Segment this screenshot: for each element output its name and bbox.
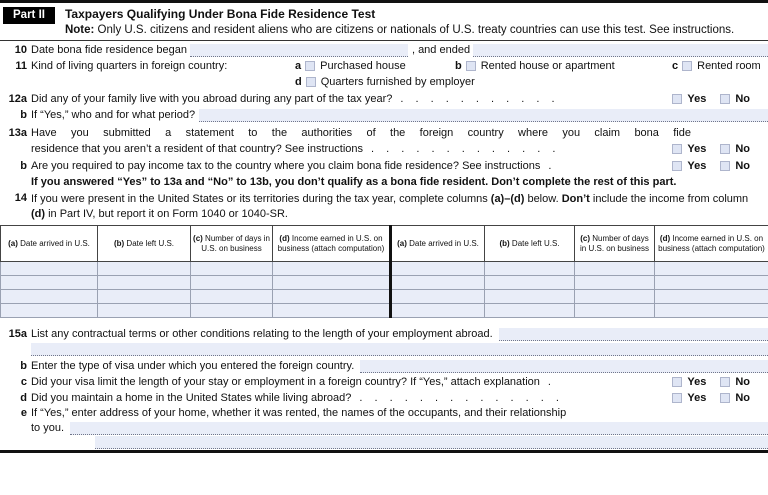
line-15e-question-line2: to you.	[31, 422, 65, 434]
checkbox-13a-yes[interactable]	[672, 144, 682, 154]
line-15e-question-line1: If “Yes,” enter address of your home, whether it was rented, the names of the occupants, and their relationship	[31, 407, 567, 419]
dot-leader: . . . . . . . . . . . . .	[371, 143, 556, 155]
yes-label: Yes	[687, 93, 707, 105]
checkbox-11d-quarters-employer[interactable]	[306, 77, 316, 87]
table-cell[interactable]	[98, 262, 191, 276]
table-cell[interactable]	[485, 262, 575, 276]
line-11d	[0, 73, 768, 89]
line-number: d	[20, 392, 27, 404]
line-15d-question: Did you maintain a home in the United States while living abroad?	[31, 392, 352, 404]
dot-leader: .	[547, 376, 551, 388]
line-13-warning	[0, 175, 768, 190]
line-14	[0, 192, 768, 222]
line-number: 12a	[8, 93, 27, 105]
yes-label: Yes	[687, 376, 707, 388]
line-13b	[0, 156, 768, 173]
table-cell[interactable]	[98, 304, 191, 318]
yes-label: Yes	[687, 392, 707, 404]
line-number: b	[20, 160, 27, 172]
field-15e-address-2[interactable]	[95, 436, 768, 449]
part-header	[0, 3, 768, 41]
line-number: 10	[14, 44, 27, 56]
line-number: b	[20, 360, 27, 372]
column-header-b: (b) Date left U.S.	[485, 226, 575, 262]
table-row	[1, 290, 768, 304]
option-letter: d	[295, 76, 302, 88]
table-cell[interactable]	[655, 276, 768, 290]
table-cell[interactable]	[575, 290, 655, 304]
table-cell[interactable]	[273, 304, 391, 318]
field-10-ended[interactable]	[473, 44, 768, 57]
table-cell[interactable]	[391, 304, 485, 318]
table-cell[interactable]	[485, 304, 575, 318]
line-12b	[0, 106, 768, 122]
option-11d	[295, 76, 475, 89]
table-cell[interactable]	[191, 290, 273, 304]
field-12b-answer[interactable]	[199, 109, 768, 122]
line-15c	[0, 373, 768, 389]
dot-leader: . . . . . . . . . . .	[400, 93, 555, 105]
line-10-label: Date bona fide residence began	[31, 44, 187, 56]
line-number: c	[20, 376, 27, 388]
option-11a	[295, 60, 455, 73]
column-header-d: (d) Income earned in U.S. on business (attach computation)	[273, 226, 391, 262]
checkbox-13b-no[interactable]	[720, 161, 730, 171]
checkbox-15c-yes[interactable]	[672, 377, 682, 387]
line-15e-continued	[0, 420, 768, 435]
table-cell[interactable]	[1, 290, 98, 304]
note-label: Note:	[64, 24, 95, 36]
table-cell[interactable]	[191, 262, 273, 276]
line-15a-question: List any contractual terms or other conditions relating to the length of your employment abroad.	[31, 328, 493, 340]
table-cell[interactable]	[191, 304, 273, 318]
table-cell[interactable]	[575, 276, 655, 290]
line-12a	[0, 89, 768, 106]
column-header-b: (b) Date left U.S.	[98, 226, 191, 262]
option-letter: b	[455, 60, 462, 72]
checkbox-11a-purchased-house[interactable]	[305, 61, 315, 71]
line-15b-question: Enter the type of visa under which you entered the foreign country.	[31, 360, 355, 372]
table-cell[interactable]	[655, 290, 768, 304]
table-cell[interactable]	[485, 276, 575, 290]
option-11a-label: Purchased house	[320, 60, 406, 72]
table-cell[interactable]	[655, 304, 768, 318]
yes-no-group-13a	[672, 143, 750, 155]
table-row	[1, 276, 768, 290]
line-13a	[0, 125, 768, 140]
checkbox-12a-no[interactable]	[720, 94, 730, 104]
line-11-label: Kind of living quarters in foreign country:	[31, 60, 228, 72]
line-15e	[0, 405, 768, 420]
bottom-rule	[0, 450, 768, 453]
option-11c-label: Rented room	[697, 60, 761, 72]
table-cell[interactable]	[191, 276, 273, 290]
part-label: Part II	[3, 7, 55, 24]
table-cell[interactable]	[575, 304, 655, 318]
table-cell[interactable]	[98, 290, 191, 304]
table-cell[interactable]	[273, 290, 391, 304]
checkbox-11b-rented-house[interactable]	[466, 61, 476, 71]
yes-no-group-13b	[672, 160, 750, 172]
line-14-instruction: If you were present in the United States or its territories during the tax year, complete columns (a)–(d) below. Don’t include the income from column (d) in Part IV, but report it on Form 1040 or 1040-SR.	[31, 193, 749, 220]
line-15e-extra-line	[0, 435, 768, 449]
option-11b	[455, 60, 672, 73]
line-15a-continued	[0, 341, 768, 356]
column-header-c: (c) Number of days in U.S. on business	[575, 226, 655, 262]
line-13a-continued	[0, 140, 768, 156]
yes-no-group-15c	[672, 376, 750, 388]
line-10	[0, 41, 768, 57]
no-label: No	[735, 143, 750, 155]
dot-leader: .	[548, 160, 552, 172]
line-15c-question: Did your visa limit the length of your stay or employment in a foreign country? If “Yes,” attach explanation	[31, 376, 540, 388]
checkbox-11c-rented-room[interactable]	[682, 61, 692, 71]
no-label: No	[735, 160, 750, 172]
line-number: 14	[14, 192, 27, 204]
line-15d	[0, 389, 768, 405]
line-13a-question-line1: Have you submitted a statement to the authorities of the foreign country where you claim bona fide	[31, 127, 691, 139]
field-15e-address[interactable]	[70, 422, 768, 435]
line-13b-question: Are you required to pay income tax to the country where you claim bona fide residence? See instructions	[31, 160, 541, 172]
no-label: No	[735, 392, 750, 404]
line-13a-question-line2: residence that you aren’t a resident of that country? See instructions	[31, 143, 364, 155]
line-10-and-ended: , and ended	[411, 44, 471, 56]
checkbox-15d-no[interactable]	[720, 393, 730, 403]
part-note	[65, 23, 751, 38]
table-cell[interactable]	[98, 276, 191, 290]
table-cell[interactable]	[391, 290, 485, 304]
checkbox-15d-yes[interactable]	[672, 393, 682, 403]
yes-label: Yes	[687, 160, 707, 172]
table-cell[interactable]	[1, 304, 98, 318]
checkbox-13b-yes[interactable]	[672, 161, 682, 171]
line-12b-question: If “Yes,” who and for what period?	[31, 109, 196, 121]
option-letter: c	[672, 60, 679, 72]
column-header-a: (a) Date arrived in U.S.	[1, 226, 98, 262]
option-11d-label: Quarters furnished by employer	[320, 76, 475, 88]
line-11	[0, 57, 768, 73]
checkbox-13a-no[interactable]	[720, 144, 730, 154]
no-label: No	[735, 93, 750, 105]
yes-label: Yes	[687, 143, 707, 155]
table-row	[1, 304, 768, 318]
field-15b-visa-type[interactable]	[360, 360, 768, 373]
column-header-a: (a) Date arrived in U.S.	[391, 226, 485, 262]
line-number: e	[20, 407, 27, 419]
line-12a-question: Did any of your family live with you abroad during any part of the tax year?	[31, 93, 393, 105]
yes-no-group-15d	[672, 392, 750, 404]
table-cell[interactable]	[391, 262, 485, 276]
column-header-d: (d) Income earned in U.S. on business (attach computation)	[655, 226, 768, 262]
presence-table	[0, 225, 768, 318]
column-header-c: (c) Number of days in U.S. on business	[191, 226, 273, 262]
line-15a	[0, 324, 768, 341]
table-row	[1, 262, 768, 276]
field-10-began[interactable]	[190, 44, 408, 57]
line-number: 15a	[8, 328, 27, 340]
table-header-row	[1, 226, 768, 262]
option-11b-label: Rented house or apartment	[480, 60, 615, 72]
table-cell[interactable]	[1, 276, 98, 290]
line-number: 13a	[8, 127, 27, 139]
line-number: 11	[15, 60, 27, 72]
option-letter: a	[295, 60, 302, 72]
dot-leader: . . . . . . . . . . . . . .	[359, 392, 559, 404]
line-15b	[0, 356, 768, 373]
part-title: Taxpayers Qualifying Under Bona Fide Residence Test	[64, 7, 376, 21]
table-cell[interactable]	[273, 262, 391, 276]
checkbox-15c-no[interactable]	[720, 377, 730, 387]
note-text: Only U.S. citizens and resident aliens who are citizens or nationals of U.S. treaty countries can use this test. See instructions.	[94, 24, 735, 36]
line-number: b	[20, 109, 27, 121]
table-cell[interactable]	[575, 262, 655, 276]
table-cell[interactable]	[655, 262, 768, 276]
field-15a-line2[interactable]	[31, 343, 768, 356]
no-label: No	[735, 376, 750, 388]
field-15a-line1[interactable]	[499, 328, 768, 341]
option-11c	[672, 60, 768, 73]
table-cell[interactable]	[273, 276, 391, 290]
table-cell[interactable]	[1, 262, 98, 276]
line-13-warning-text: If you answered “Yes” to 13a and “No” to 13b, you don’t qualify as a bona fide resident. Don’t complete the rest of this part.	[31, 176, 677, 188]
checkbox-12a-yes[interactable]	[672, 94, 682, 104]
yes-no-group-12a	[672, 93, 750, 105]
table-cell[interactable]	[485, 290, 575, 304]
table-cell[interactable]	[391, 276, 485, 290]
